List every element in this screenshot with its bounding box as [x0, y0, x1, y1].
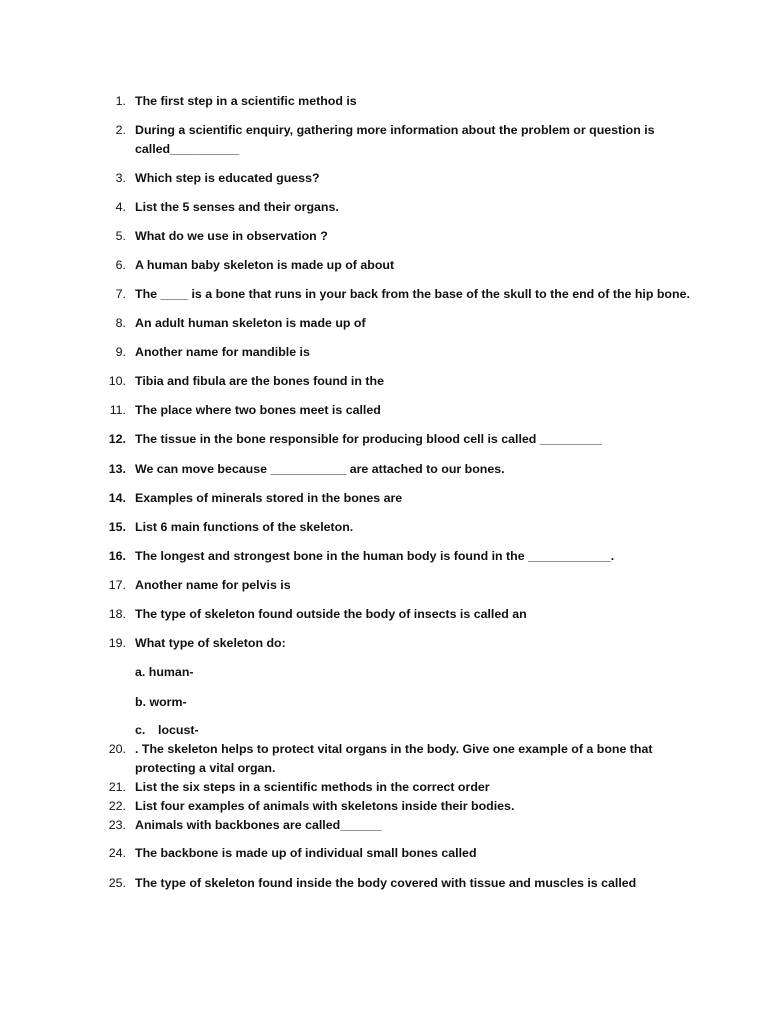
question-number: 6. — [115, 258, 126, 272]
question-number: 15. — [108, 520, 126, 534]
question-text: Another name for mandible is — [135, 345, 310, 359]
question-text: The longest and strongest bone in the human body is found in the ____________. — [135, 549, 615, 563]
question-number: 14. — [108, 491, 126, 505]
question-text: The first step in a scientific method is — [135, 94, 357, 108]
question-text: List the six steps in a scientific methods in the correct order — [135, 780, 490, 794]
question-number: 13. — [108, 462, 126, 476]
question-text: List four examples of animals with skeletons inside their bodies. — [135, 799, 515, 813]
question-number: 12. — [108, 432, 126, 446]
question-number: 1. — [115, 94, 126, 108]
question-19-part-a: a. human- — [135, 665, 194, 679]
question-number: 17. — [108, 578, 126, 592]
question-text: The backbone is made up of individual small bones called — [135, 846, 477, 860]
question-number: 10. — [108, 374, 126, 388]
question-number: 19. — [108, 636, 126, 650]
question-text: What type of skeleton do: — [135, 636, 286, 650]
question-text: List 6 main functions of the skeleton. — [135, 520, 354, 534]
question-number: 16. — [108, 549, 126, 563]
question-number: 3. — [115, 171, 126, 185]
question-text: Which step is educated guess? — [135, 171, 320, 185]
question-number: 23. — [108, 818, 126, 832]
question-number: 9. — [115, 345, 126, 359]
question-text: The place where two bones meet is called — [135, 403, 381, 417]
question-text: During a scientific enquiry, gathering more information about the problem or question is called__________ — [135, 123, 655, 156]
question-number: 7. — [115, 287, 126, 301]
question-text: We can move because ___________ are attached to our bones. — [135, 462, 505, 476]
question-text: The tissue in the bone responsible for producing blood cell is called _________ — [135, 432, 602, 446]
question-text: List the 5 senses and their organs. — [135, 200, 339, 214]
question-number: 8. — [115, 316, 126, 330]
question-text: What do we use in observation ? — [135, 229, 328, 243]
question-text: A human baby skeleton is made up of about — [135, 258, 395, 272]
question-number: 11. — [109, 403, 126, 417]
question-19-part-c-text: locust- — [158, 723, 199, 737]
question-text: Animals with backbones are called______ — [135, 818, 382, 832]
question-text: Tibia and fibula are the bones found in the — [135, 374, 384, 388]
question-number: 24. — [108, 846, 126, 860]
question-number: 18. — [108, 607, 126, 621]
question-text: The type of skeleton found inside the body covered with tissue and muscles is called — [135, 876, 637, 890]
question-19-part-c-letter: c. — [135, 723, 146, 737]
question-number: 5. — [115, 229, 126, 243]
question-text: The type of skeleton found outside the body of insects is called an — [135, 607, 527, 621]
question-number: 20. — [108, 742, 126, 756]
question-number: 25. — [108, 876, 126, 890]
question-number: 2. — [115, 123, 126, 137]
question-number: 22. — [108, 799, 126, 813]
question-number: 21. — [108, 780, 126, 794]
question-text: Examples of minerals stored in the bones are — [135, 491, 403, 505]
question-text: The ____ is a bone that runs in your back from the base of the skull to the end of the hip bone. — [135, 287, 690, 301]
question-text: . The skeleton helps to protect vital organs in the body. Give one example of a bone that protecting a vital organ. — [135, 742, 653, 775]
question-text: Another name for pelvis is — [135, 578, 291, 592]
question-text: An adult human skeleton is made up of — [135, 316, 366, 330]
question-19-part-b: b. worm- — [135, 695, 187, 709]
question-number: 4. — [115, 200, 126, 214]
